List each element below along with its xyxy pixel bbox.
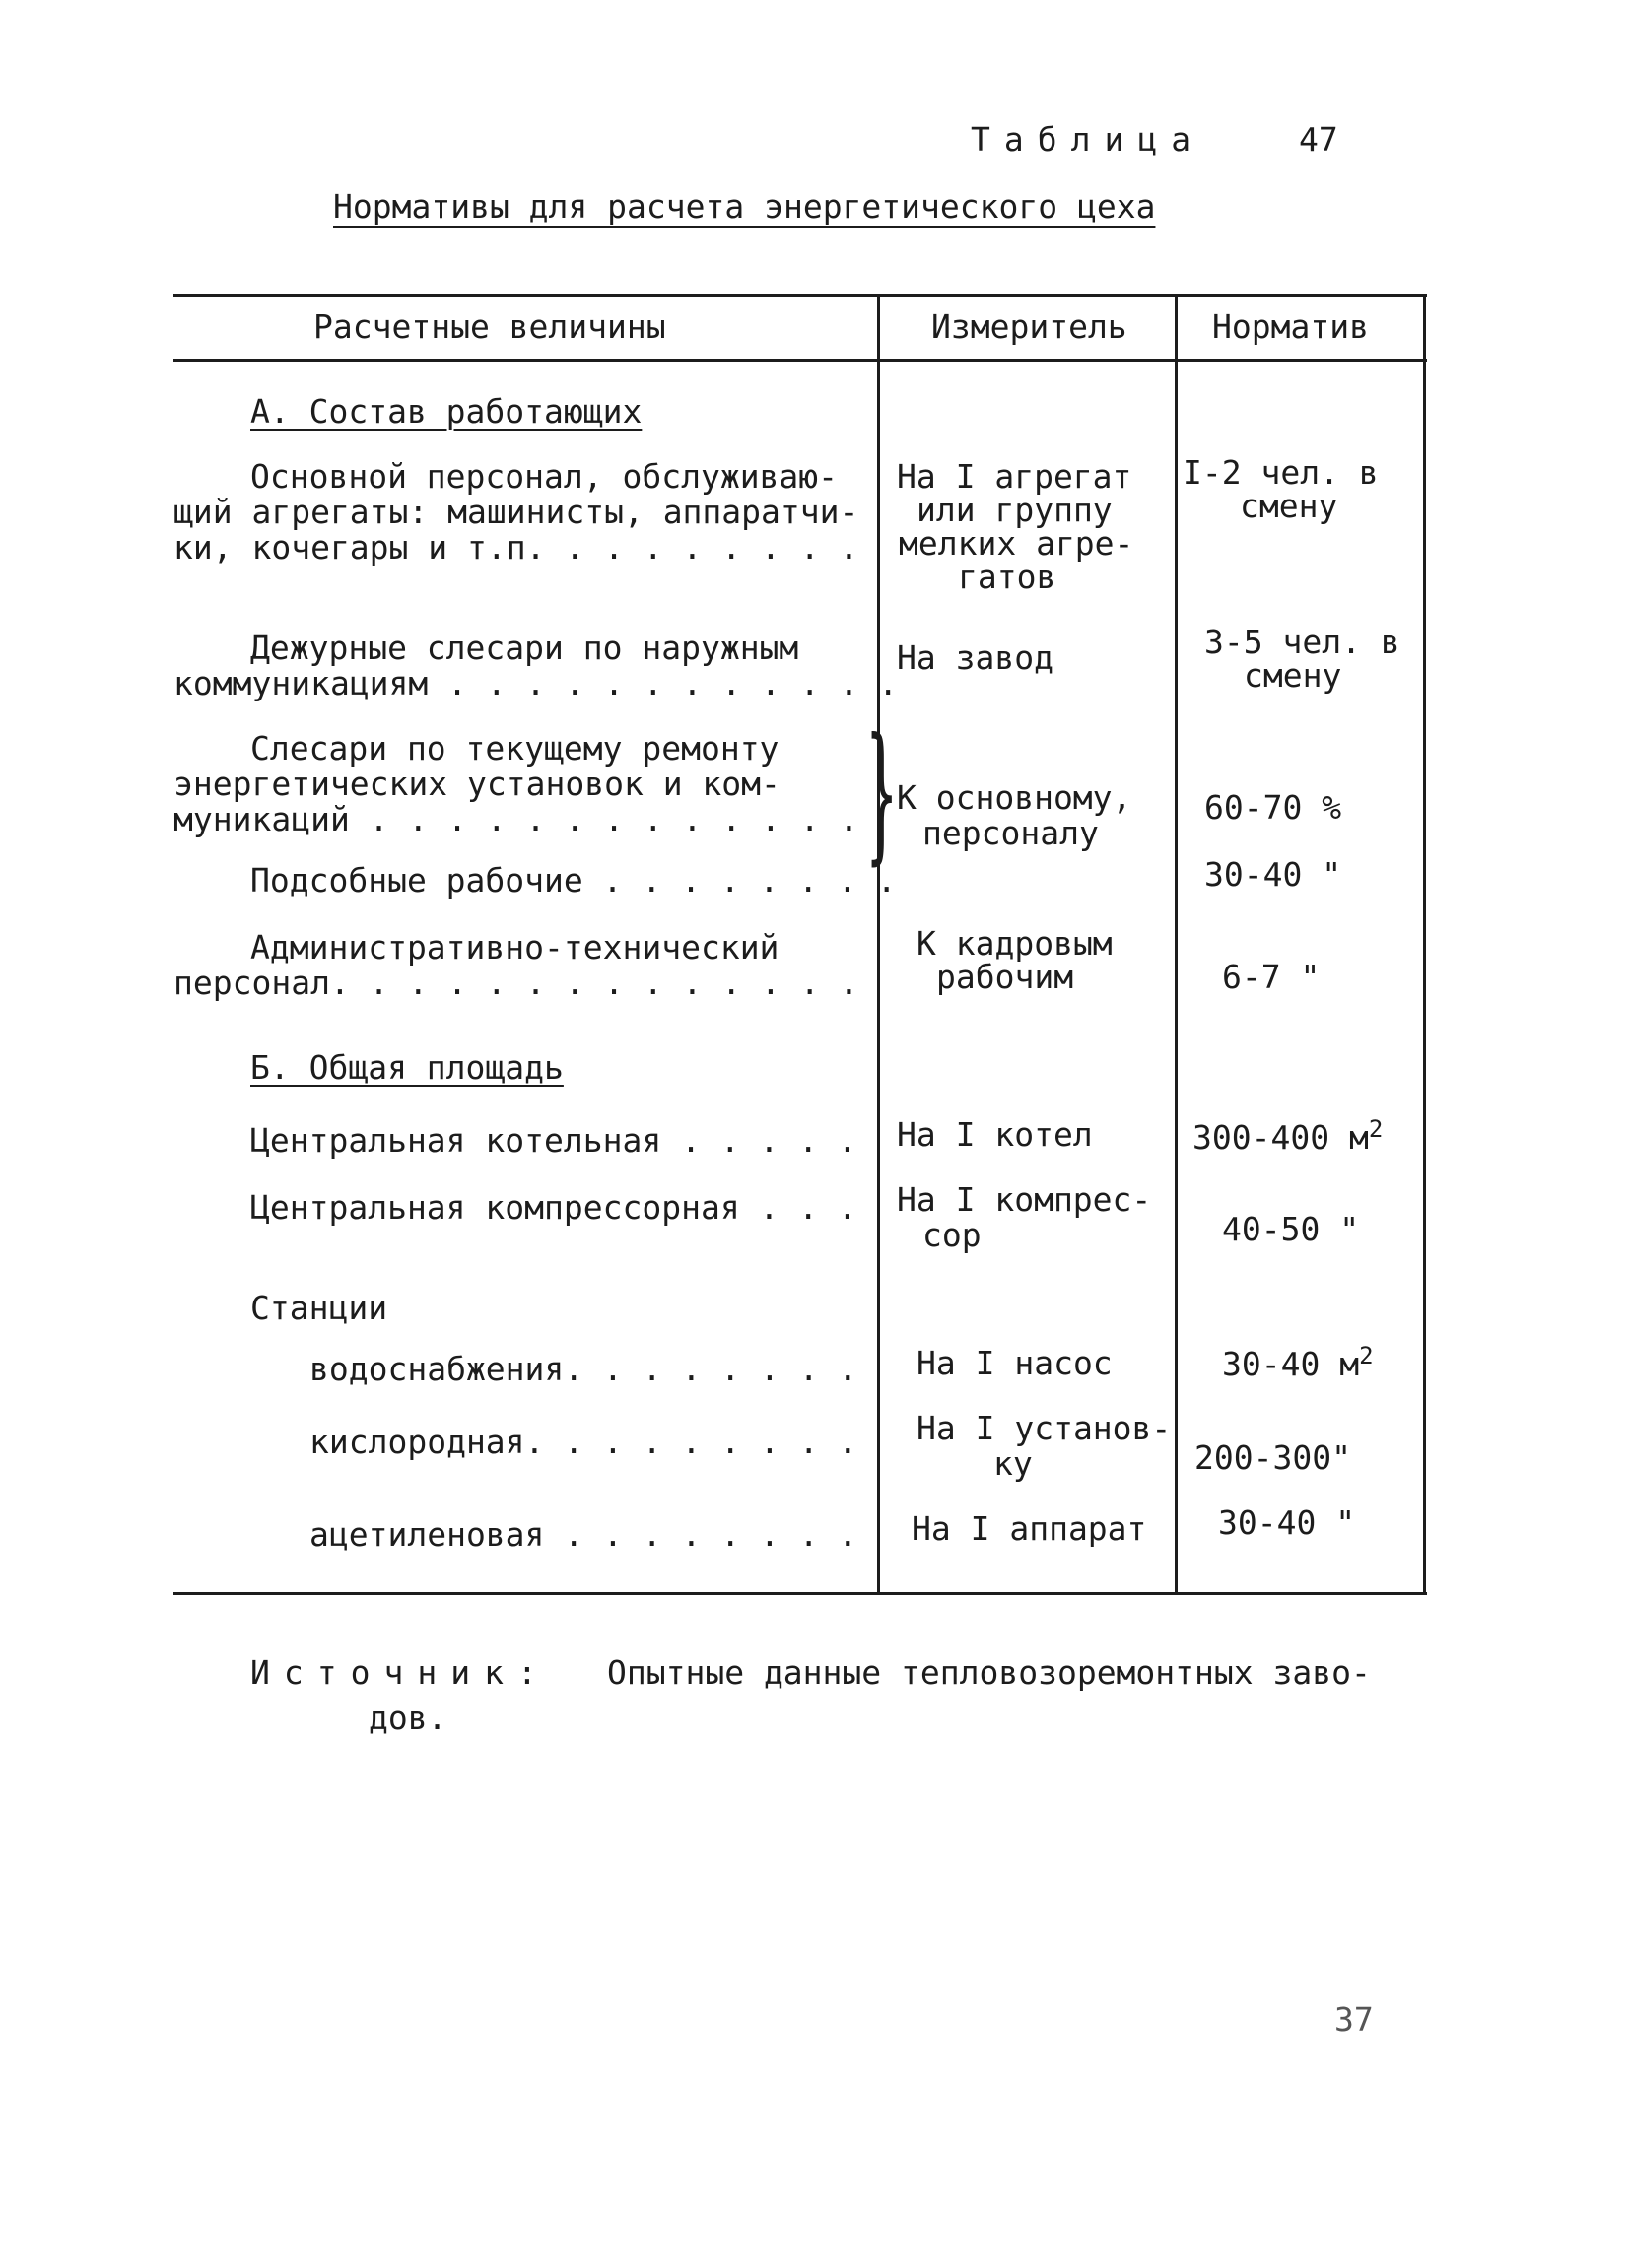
row-unit-line: рабочим xyxy=(936,958,1074,996)
row-norm-value: 30-40 м xyxy=(1222,1345,1360,1383)
row-norm: 200-300" xyxy=(1194,1438,1351,1477)
row-unit-line: На завод xyxy=(897,638,1053,677)
row-norm-value: 300-400 м xyxy=(1192,1118,1369,1157)
row-norm-line: 60-70 % xyxy=(1204,788,1342,827)
row-norm-line: смену xyxy=(1244,656,1342,695)
row-unit-line: На I насос xyxy=(917,1344,1113,1382)
row-norm xyxy=(1222,1338,1374,1382)
row-name-line: ки, кочегары и т.п. . . . . . . . . xyxy=(173,528,859,567)
row-name-line: энергетических установок и ком- xyxy=(173,765,781,803)
header-bottom-border xyxy=(173,359,1427,362)
row-unit-line: персоналу xyxy=(922,814,1099,852)
section-b-heading: Б. Общая площадь xyxy=(250,1048,564,1087)
column-header-quantities: Расчетные величины xyxy=(313,307,666,346)
row-norm-line: 6-7 " xyxy=(1222,958,1321,996)
row-name-line: Слесари по текущему ремонту xyxy=(250,729,780,767)
column-header-norm: Норматив xyxy=(1212,307,1369,346)
row-unit-line: или группу xyxy=(917,491,1113,529)
row-unit-line: На I компрес- xyxy=(897,1180,1152,1219)
table-bottom-border xyxy=(173,1592,1427,1595)
column-header-unit: Измеритель xyxy=(931,307,1127,346)
column-divider-2 xyxy=(1175,294,1178,1592)
row-unit-line: гатов xyxy=(958,558,1056,596)
row-name-line: муникаций . . . . . . . . . . . . . xyxy=(173,800,859,838)
row-name-line: Подсобные рабочие . . . . . . . . xyxy=(250,861,897,900)
row-name-line: Основной персонал, обслуживаю- xyxy=(250,457,839,496)
row-unit-line: На I агрегат xyxy=(897,457,1132,496)
row-norm-superscript: 2 xyxy=(1368,1115,1384,1143)
source-label: Источник: xyxy=(250,1653,551,1692)
page-number: 37 xyxy=(1334,2000,1374,2038)
row-unit-line: На I аппарат xyxy=(912,1509,1147,1548)
row-name: Центральная котельная . . . . . xyxy=(250,1121,857,1160)
row-norm: 30-40 " xyxy=(1218,1503,1356,1542)
row-name-line: щий агрегаты: машинисты, аппаратчи- xyxy=(173,493,859,531)
row-name: Центральная компрессорная . . . xyxy=(250,1188,857,1227)
row-unit-line: К основному, xyxy=(897,778,1132,817)
row-unit-line: ку xyxy=(993,1444,1033,1483)
row-unit-line: На I котел xyxy=(897,1115,1093,1154)
row-norm: 40-50 " xyxy=(1222,1210,1360,1248)
row-norm-line: I-2 чел. в xyxy=(1183,453,1379,492)
row-norm xyxy=(1192,1111,1383,1156)
row-name-line: коммуникациям . . . . . . . . . . . . xyxy=(173,664,899,702)
column-divider-1 xyxy=(877,294,880,1592)
row-name: водоснабжения. . . . . . . . xyxy=(309,1350,858,1388)
row-name-line: Дежурные слесари по наружным xyxy=(250,629,799,667)
row-unit-line: сор xyxy=(922,1216,982,1254)
source-text: Опытные данные тепловозоремонтных заво- xyxy=(607,1653,1371,1692)
section-a-heading: А. Состав работающих xyxy=(250,392,643,431)
row-name-line: Административно-технический xyxy=(250,928,780,967)
row-unit-line: На I установ- xyxy=(917,1409,1172,1447)
table-number: 47 xyxy=(1299,120,1338,159)
table-right-border xyxy=(1423,294,1426,1592)
row-norm-superscript: 2 xyxy=(1359,1342,1374,1369)
table-title: Нормативы для расчета энергетического цеха xyxy=(333,187,1156,226)
right-brace: } xyxy=(865,707,899,879)
row-norm-line: смену xyxy=(1240,487,1338,525)
row-name: кислородная. . . . . . . . . xyxy=(309,1423,858,1461)
row-name: ацетиленовая . . . . . . . . xyxy=(309,1515,858,1554)
row-norm-line: 3-5 чел. в xyxy=(1204,623,1400,661)
row-unit-line: мелких агре- xyxy=(899,524,1134,563)
row-name: Станции xyxy=(250,1289,388,1327)
table-top-border xyxy=(173,294,1427,297)
row-unit-line: К кадровым xyxy=(917,924,1113,963)
table-label: Таблица xyxy=(971,120,1205,159)
row-name-line: персонал. . . . . . . . . . . . . . xyxy=(173,964,859,1002)
row-norm-line: 30-40 " xyxy=(1204,855,1342,894)
source-text-continued: дов. xyxy=(369,1699,447,1737)
